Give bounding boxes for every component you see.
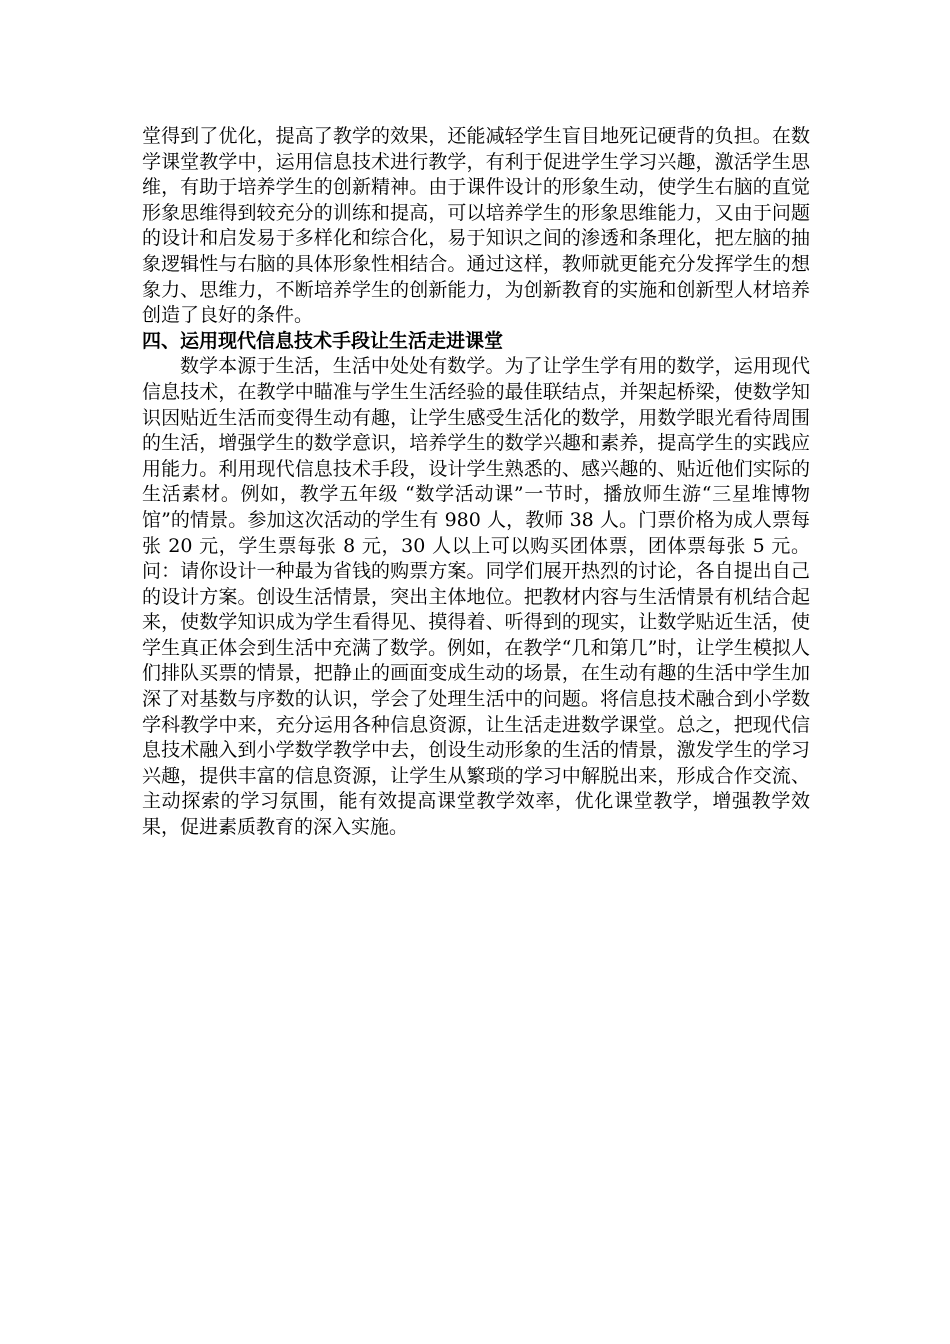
paragraph-life-into-classroom: 数学本源于生活，生活中处处有数学。为了让学生学有用的数学，运用现代信息技术，在教学中瞄准与学生生活经验的最佳联结点，并架起桥梁，使数学知识因贴近生活而变得生动有趣，让学生感受生活化的数学，用数学眼光看待周围的生活，增强学生的数学意识，培养学生的数学兴趣和素养，提高学生的实践应用能力。利用现代信息技术手段，设计学生熟悉的、感兴趣的、贴近他们实际的生活素材。例如，教学五年级 “数学活动课”一节时，播放师生游“三星堆博物馆”的情景。参加这次活动的学生有 980 人，教师 38 人。门票价格为成人票每张 20 元，学生票每张 8 元，30 人以上可以购买团体票，团体票每张 5 元。问：请你设计一种最为省钱的购票方案。同学们展开热烈的讨论，各自提出自己的设计方案。创设生活情景，突出主体地位。把教材内容与生活情景有机结合起来，使数学知识成为学生看得见、摸得着、听得到的现实，让数学贴近生活，使学生真正体会到生活中充满了数学。例如，在教学“几和第几”时，让学生模拟人们排队买票的情景，把静止的画面变成生动的场景，在生动有趣的生活中学生加深了对基数与序数的认识，学会了处理生活中的问题。将信息技术融合到小学数学科教学中来，充分运用各种信息资源，让生活走进数学课堂。总之，把现代信息技术融入到小学数学教学中去，创设生动形象的生活的情景，激发学生的学习兴趣，提供丰富的信息资源，让学生从繁琐的学习中解脱出来，形成合作交流、主动探索的学习氛围，能有效提高课堂教学效率，优化课堂教学，增强教学效果，促进素质教育的深入实施。 [142,355,810,839]
section-heading: 四、运用现代信息技术手段让生活走进课堂 [142,329,504,352]
paragraph-continued: 堂得到了优化，提高了教学的效果，还能减轻学生盲目地死记硬背的负担。在数学课堂教学中，运用信息技术进行教学，有利于促进学生学习兴趣，激活学生思维，有助于培养学生的创新精神。由于课件设计的形象生动，使学生右脑的直觉形象思维得到较充分的训练和提高，可以培养学生的形象思维能力，又由于问题的设计和启发易于多样化和综合化，易于知识之间的渗透和条理化，把左脑的抽象逻辑性与右脑的具体形象性相结合。通过这样，教师就更能充分发挥学生的想象力、思维力，不断培养学生的创新能力，为创新教育的实施和创新型人材培养创造了良好的条件。 [142,125,810,327]
document-body [142,124,810,841]
